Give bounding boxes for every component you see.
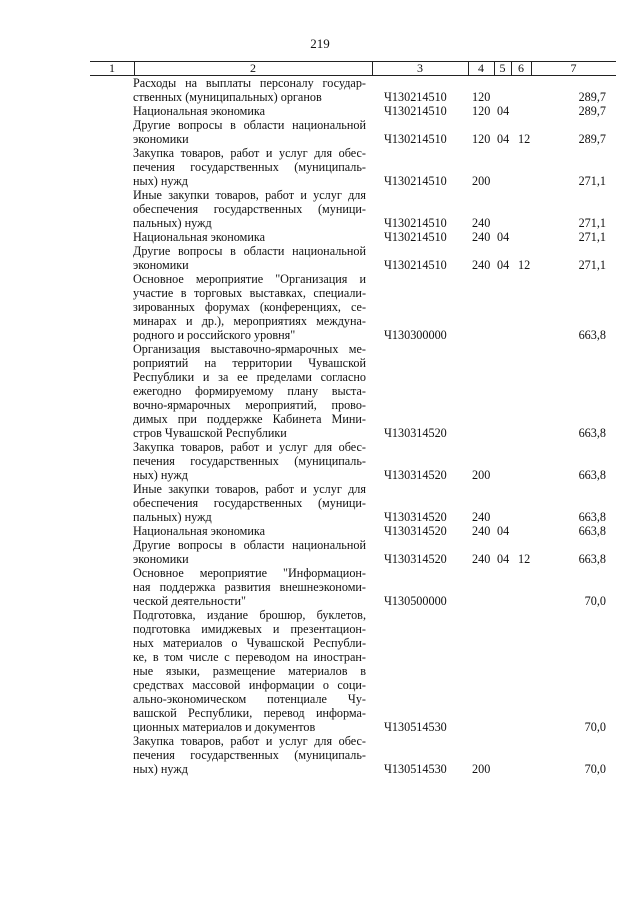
row-description [133, 482, 366, 524]
page-number: 219 [310, 36, 330, 51]
description-line: ционных материалов и документов [133, 720, 316, 734]
target-article-code: Ч130514530 [384, 720, 447, 734]
section-code: 04 [497, 132, 510, 146]
row-description [133, 230, 366, 244]
expense-type-code: 240 [472, 258, 491, 272]
description-line: ежегодно формируемому плану выста- [133, 384, 366, 398]
table-row [0, 440, 640, 482]
target-article-code: Ч130214510 [384, 216, 447, 230]
table-row [0, 188, 640, 230]
header-col-3: 3 [417, 61, 423, 75]
table-row [0, 230, 640, 244]
description-line: Иные закупки товаров, работ и услуг для [133, 188, 366, 202]
table-row [0, 608, 640, 734]
amount-value: 271,1 [578, 216, 606, 230]
description-line: средствах массовой информации о соци- [133, 678, 366, 692]
target-article-code: Ч130514530 [384, 762, 447, 776]
description-line: Другие вопросы в области национальной [133, 244, 366, 258]
description-line: пальных) нужд [133, 510, 212, 524]
amount-value: 663,8 [578, 468, 606, 482]
section-code: 04 [497, 258, 510, 272]
table-body [0, 76, 640, 776]
amount-value: 271,1 [578, 174, 606, 188]
target-article-code: Ч130300000 [384, 328, 447, 342]
description-line: пальных) нужд [133, 216, 212, 230]
section-code: 04 [497, 552, 510, 566]
description-line: ных) нужд [133, 174, 188, 188]
subsection-code: 12 [518, 552, 531, 566]
description-line: ке, в том числе с переводом на иностран- [133, 650, 366, 664]
expense-type-code: 240 [472, 510, 491, 524]
expense-type-code: 240 [472, 216, 491, 230]
description-line: минарах и др.), мероприятиях междуна- [133, 314, 366, 328]
amount-value: 663,8 [578, 426, 606, 440]
amount-value: 663,8 [578, 552, 606, 566]
target-article-code: Ч130314520 [384, 468, 447, 482]
target-article-code: Ч130214510 [384, 258, 447, 272]
table-row [0, 524, 640, 538]
row-description [133, 440, 366, 482]
amount-value: 663,8 [578, 510, 606, 524]
row-description [133, 566, 366, 608]
table-row [0, 566, 640, 608]
description-line: ных материалов о Чувашской Республи- [133, 636, 366, 650]
description-line: Национальная экономика [133, 230, 266, 244]
row-description [133, 342, 366, 440]
expense-type-code: 200 [472, 174, 491, 188]
header-col-1: 1 [109, 61, 115, 75]
description-line: ных) нужд [133, 762, 188, 776]
description-line: Организация выставочно-ярмарочных ме- [133, 342, 366, 356]
row-description [133, 146, 366, 188]
target-article-code: Ч130214510 [384, 174, 447, 188]
subsection-code: 12 [518, 258, 531, 272]
table-row [0, 482, 640, 524]
expense-type-code: 120 [472, 132, 491, 146]
target-article-code: Ч130500000 [384, 594, 447, 608]
description-line: экономики [133, 132, 189, 146]
table-header [90, 61, 616, 76]
target-article-code: Ч130214510 [384, 104, 447, 118]
description-line: ных) нужд [133, 468, 188, 482]
description-line: стров Чувашской Республики [133, 426, 287, 440]
description-line: Другие вопросы в области национальной [133, 538, 366, 552]
expense-type-code: 200 [472, 762, 491, 776]
table-row [0, 734, 640, 776]
row-description [133, 244, 366, 272]
row-description [133, 538, 366, 566]
amount-value: 289,7 [578, 90, 606, 104]
description-line: экономики [133, 258, 189, 272]
description-line: родного и российского уровня" [133, 328, 296, 342]
header-col-5: 5 [499, 61, 506, 75]
amount-value: 663,8 [578, 328, 606, 342]
section-code: 04 [497, 230, 510, 244]
description-line: вашской Республики, перевод информа- [133, 706, 366, 720]
description-line: вочно-ярмарочных мероприятий, прово- [133, 398, 366, 412]
description-line: Расходы на выплаты персоналу государ- [133, 76, 366, 90]
row-description [133, 104, 366, 118]
target-article-code: Ч130214510 [384, 230, 447, 244]
table-row [0, 104, 640, 118]
subsection-code: 12 [518, 132, 531, 146]
table-row [0, 538, 640, 566]
amount-value: 271,1 [578, 230, 606, 244]
target-article-code: Ч130214510 [384, 90, 447, 104]
amount-value: 271,1 [578, 258, 606, 272]
row-description [133, 608, 366, 734]
description-line: печения государственных (муниципаль- [133, 160, 366, 174]
description-line: Национальная экономика [133, 104, 266, 118]
description-line: экономики [133, 552, 189, 566]
table-row [0, 146, 640, 188]
amount-value: 663,8 [578, 524, 606, 538]
row-description [133, 524, 366, 538]
description-line: Закупка товаров, работ и услуг для обес- [133, 440, 366, 454]
amount-value: 70,0 [584, 594, 606, 608]
table-row [0, 272, 640, 342]
header-col-6: 6 [518, 61, 524, 75]
target-article-code: Ч130314520 [384, 524, 447, 538]
expense-type-code: 240 [472, 524, 491, 538]
description-line: Основное мероприятие "Организация и [133, 272, 366, 286]
description-line: ально-экономическом потенциале Чу- [133, 692, 366, 706]
description-line: подготовка имиджевых и презентацион- [133, 622, 366, 636]
target-article-code: Ч130314520 [384, 552, 447, 566]
description-line: ные языки, размещение материалов в [133, 664, 366, 678]
table-row [0, 76, 640, 104]
description-line: участие в торговых выставках, специали- [133, 286, 366, 300]
description-line: Национальная экономика [133, 524, 266, 538]
description-line: обеспечения государственных (муници- [133, 202, 366, 216]
target-article-code: Ч130214510 [384, 132, 447, 146]
target-article-code: Ч130314520 [384, 426, 447, 440]
expense-type-code: 240 [472, 552, 491, 566]
amount-value: 289,7 [578, 132, 606, 146]
row-description [133, 76, 366, 104]
table-row [0, 244, 640, 272]
description-line: ческой деятельности" [133, 594, 246, 608]
target-article-code: Ч130314520 [384, 510, 447, 524]
section-code: 04 [497, 524, 510, 538]
description-line: роприятий на территории Чувашской [133, 356, 366, 370]
row-description [133, 118, 366, 146]
description-line: печения государственных (муниципаль- [133, 454, 366, 468]
description-line: Другие вопросы в области национальной [133, 118, 366, 132]
row-description [133, 188, 366, 230]
description-line: Закупка товаров, работ и услуг для обес- [133, 734, 366, 748]
row-description [133, 272, 366, 342]
description-line: печения государственных (муниципаль- [133, 748, 366, 762]
expense-type-code: 120 [472, 104, 491, 118]
description-line: Закупка товаров, работ и услуг для обес- [133, 146, 366, 160]
amount-value: 289,7 [578, 104, 606, 118]
description-line: Подготовка, издание брошюр, буклетов, [133, 608, 366, 622]
table-row [0, 118, 640, 146]
description-line: Основное мероприятие "Информацион- [133, 566, 366, 580]
section-code: 04 [497, 104, 510, 118]
amount-value: 70,0 [584, 720, 606, 734]
description-line: Республики и за ее пределами согласно [133, 370, 366, 384]
amount-value: 70,0 [584, 762, 606, 776]
row-description [133, 734, 366, 776]
header-col-4: 4 [478, 61, 484, 75]
expense-type-code: 200 [472, 468, 491, 482]
description-line: димых при поддержке Кабинета Мини- [133, 412, 366, 426]
description-line: ная поддержка развития внешнеэкономи- [133, 580, 366, 594]
expense-type-code: 240 [472, 230, 491, 244]
description-line: зированных форумах (конференциях, се- [133, 300, 366, 314]
description-line: Иные закупки товаров, работ и услуг для [133, 482, 366, 496]
description-line: обеспечения государственных (муници- [133, 496, 366, 510]
header-col-2: 2 [250, 61, 256, 75]
table-row [0, 342, 640, 440]
expense-type-code: 120 [472, 90, 491, 104]
header-col-7: 7 [570, 61, 577, 75]
description-line: ственных (муниципальных) органов [133, 90, 322, 104]
